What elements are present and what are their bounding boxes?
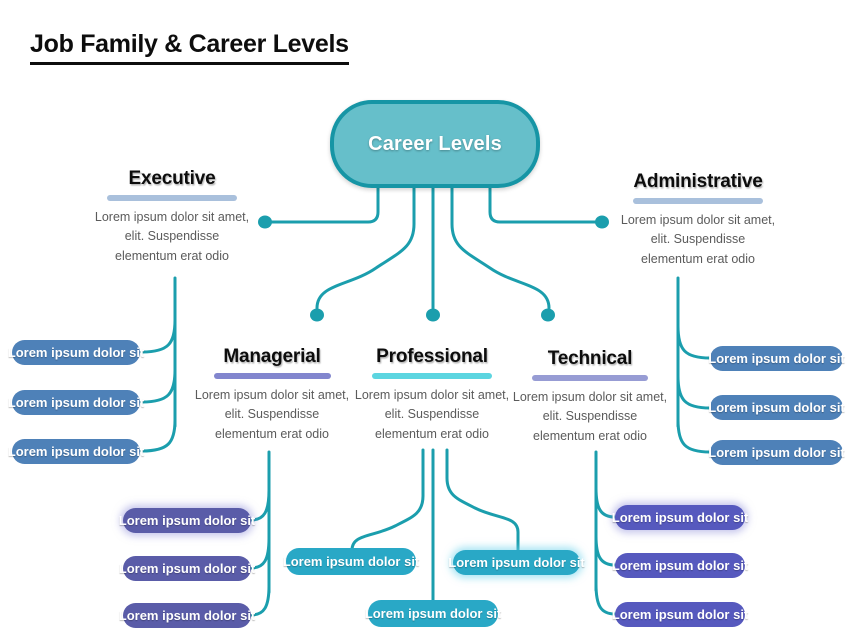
pill-executive-1: Lorem ipsum dolor sit: [12, 340, 140, 365]
section-administrative-heading: Administrative: [633, 171, 763, 192]
branch-executive-1: [142, 320, 175, 352]
branch-administrative-2: [678, 376, 710, 408]
link-hub-executive: [268, 186, 378, 222]
dot-professional: [426, 309, 440, 322]
pill-technical-3: Lorem ipsum dolor sit: [615, 602, 745, 627]
link-hub-managerial: [317, 186, 414, 308]
section-professional: [347, 346, 517, 444]
hub-label: Career Levels: [368, 132, 502, 155]
pill-technical-2: Lorem ipsum dolor sit: [615, 553, 745, 578]
section-professional-body: Lorem ipsum dolor sit amet, elit. Suspendisse elementum erat odio: [354, 388, 510, 441]
section-executive-underline: [107, 195, 237, 201]
section-administrative-body: Lorem ipsum dolor sit amet, elit. Suspendisse elementum erat odio: [620, 213, 776, 266]
section-managerial-heading: Managerial: [223, 346, 321, 367]
section-professional-underline: [372, 373, 492, 379]
dot-administrative: [595, 216, 609, 229]
section-technical-underline: [532, 375, 648, 381]
section-executive: [87, 168, 257, 266]
pill-administrative-1: Lorem ipsum dolor sit: [710, 346, 843, 371]
section-technical: [505, 348, 675, 446]
branch-professional-right: [447, 450, 518, 550]
link-hub-technical: [452, 186, 549, 308]
dot-executive: [258, 216, 272, 229]
link-hub-administrative: [490, 186, 600, 222]
branch-administrative-1: [678, 326, 710, 358]
pill-professional-1: Lorem ipsum dolor sit: [286, 548, 416, 575]
pill-professional-2: Lorem ipsum dolor sit: [453, 550, 580, 575]
section-administrative-underline: [633, 198, 763, 204]
dot-technical: [541, 309, 555, 322]
section-managerial-underline: [214, 373, 331, 379]
hub-node: [330, 100, 540, 188]
section-managerial-body: Lorem ipsum dolor sit amet, elit. Suspendisse elementum erat odio: [194, 388, 350, 441]
dot-managerial: [310, 309, 324, 322]
pill-executive-3: Lorem ipsum dolor sit: [12, 439, 140, 464]
section-technical-heading: Technical: [547, 348, 633, 369]
section-executive-body: Lorem ipsum dolor sit amet, elit. Suspendisse elementum erat odio: [94, 210, 250, 263]
branch-executive-2: [142, 370, 175, 402]
pill-administrative-2: Lorem ipsum dolor sit: [710, 395, 843, 420]
pill-managerial-3: Lorem ipsum dolor sit: [123, 603, 251, 628]
section-managerial: [187, 346, 357, 444]
section-technical-body: Lorem ipsum dolor sit amet, elit. Suspendisse elementum erat odio: [512, 390, 668, 443]
branch-administrative-3: [678, 420, 710, 452]
pill-professional-3: Lorem ipsum dolor sit: [368, 600, 498, 627]
page-title: Job Family & Career Levels: [30, 30, 349, 65]
pill-administrative-3: Lorem ipsum dolor sit: [710, 440, 843, 465]
pill-executive-2: Lorem ipsum dolor sit: [12, 390, 140, 415]
section-administrative: [613, 171, 783, 269]
section-executive-heading: Executive: [128, 168, 216, 189]
branch-executive-3: [142, 420, 175, 451]
pill-managerial-2: Lorem ipsum dolor sit: [123, 556, 251, 581]
branch-professional-left: [352, 450, 423, 550]
section-professional-heading: Professional: [376, 346, 488, 367]
pill-managerial-1: Lorem ipsum dolor sit: [123, 508, 251, 533]
pill-technical-1: Lorem ipsum dolor sit: [615, 505, 745, 530]
